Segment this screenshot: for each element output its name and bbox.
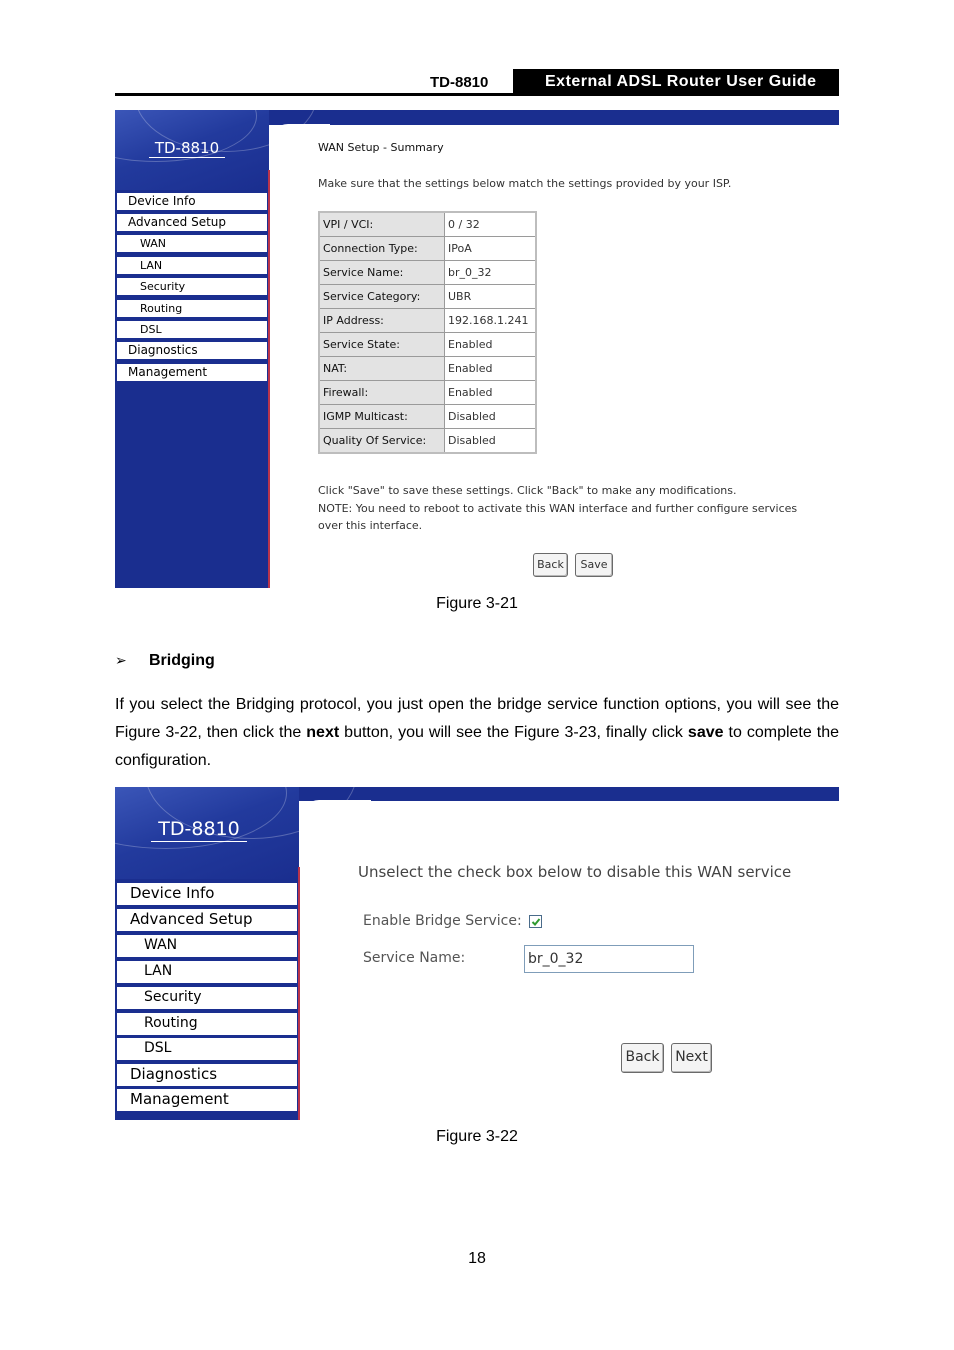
menu-lan[interactable]: LAN [117, 257, 267, 274]
save-note: Click "Save" to save these settings. Click "Back" to make any modifications. [318, 484, 737, 497]
reboot-note: NOTE: You need to reboot to activate this WAN interface and further configure services [318, 502, 798, 515]
summary-key: Service Category: [319, 285, 445, 309]
header-guide-title: External ADSL Router User Guide [513, 69, 839, 94]
figure-3-22-caption: Figure 3-22 [436, 1128, 518, 1145]
menu-lan[interactable]: LAN [117, 961, 297, 983]
summary-key: Quality Of Service: [319, 429, 445, 454]
sidebar [115, 787, 299, 1120]
menu-device-info[interactable]: Device Info [117, 193, 267, 210]
menu-diagnostics[interactable]: Diagnostics [117, 342, 267, 359]
menu-security[interactable]: Security [117, 278, 267, 295]
reboot-note-cont: over this interface. [318, 519, 423, 532]
enable-bridge-checkbox[interactable] [529, 915, 542, 928]
wan-service-heading: Unselect the check box below to disable this WAN service [358, 863, 792, 881]
checkmark-icon [530, 916, 542, 928]
summary-row [319, 237, 536, 261]
summary-key: VPI / VCI: [319, 212, 445, 237]
summary-value: UBR [445, 285, 537, 309]
back-button[interactable]: Back [533, 553, 568, 577]
page-title: WAN Setup - Summary [318, 141, 444, 154]
summary-table [318, 211, 537, 454]
menu-device-info[interactable]: Device Info [117, 883, 297, 905]
menu-advanced-setup[interactable]: Advanced Setup [117, 909, 297, 931]
summary-row [319, 333, 536, 357]
menu-security[interactable]: Security [117, 987, 297, 1009]
menu-dsl[interactable]: DSL [117, 321, 267, 338]
sidebar [115, 110, 269, 588]
enable-bridge-label: Enable Bridge Service: [363, 913, 522, 929]
summary-value: Enabled [445, 357, 537, 381]
menu-wan[interactable]: WAN [117, 935, 297, 957]
menu-wan[interactable]: WAN [117, 235, 267, 252]
summary-row [319, 212, 536, 237]
summary-key: NAT: [319, 357, 445, 381]
service-name-input[interactable] [524, 945, 694, 973]
summary-row [319, 429, 536, 454]
back-button[interactable]: Back [621, 1043, 664, 1073]
header-rule [115, 93, 839, 96]
save-button[interactable]: Save [575, 553, 613, 577]
menu-advanced-setup[interactable]: Advanced Setup [117, 214, 267, 231]
summary-row [319, 285, 536, 309]
summary-value: br_0_32 [445, 261, 537, 285]
intro-text: Make sure that the settings below match the settings provided by your ISP. [318, 177, 732, 190]
summary-key: IGMP Multicast: [319, 405, 445, 429]
figure-3-21-caption: Figure 3-21 [436, 595, 518, 612]
summary-row [319, 261, 536, 285]
menu-management[interactable]: Management [117, 364, 267, 381]
header-model: TD-8810 [430, 74, 489, 91]
figure-3-22-screenshot [115, 787, 839, 1120]
summary-row [319, 309, 536, 333]
sidebar-edge [268, 170, 270, 588]
summary-key: Connection Type: [319, 237, 445, 261]
service-name-label: Service Name: [363, 950, 466, 966]
summary-key: Firewall: [319, 381, 445, 405]
section-title: Bridging [149, 652, 215, 669]
bullet-arrow-icon: ➢ [115, 652, 127, 668]
menu-routing[interactable]: Routing [117, 300, 267, 317]
summary-row [319, 405, 536, 429]
logo: TD-8810 [149, 139, 225, 158]
summary-value: Enabled [445, 381, 537, 405]
summary-key: IP Address: [319, 309, 445, 333]
menu-dsl[interactable]: DSL [117, 1038, 297, 1060]
summary-key: Service State: [319, 333, 445, 357]
summary-value: 192.168.1.241 [445, 309, 537, 333]
sidebar-edge [298, 867, 300, 1120]
summary-value: Enabled [445, 333, 537, 357]
summary-value: 0 / 32 [445, 212, 537, 237]
content-corner [301, 800, 371, 830]
summary-row [319, 357, 536, 381]
page-number: 18 [468, 1250, 486, 1267]
menu-routing[interactable]: Routing [117, 1013, 297, 1035]
summary-value: Disabled [445, 405, 537, 429]
summary-value: Disabled [445, 429, 537, 454]
figure-3-21-screenshot [115, 110, 839, 588]
summary-row [319, 381, 536, 405]
logo: TD-8810 [151, 817, 247, 842]
next-button[interactable]: Next [671, 1043, 712, 1073]
summary-key: Service Name: [319, 261, 445, 285]
menu-diagnostics[interactable]: Diagnostics [117, 1064, 297, 1086]
menu-management[interactable]: Management [117, 1089, 297, 1111]
body-paragraph: If you select the Bridging protocol, you just open the bridge service function options, you will see the Figure 3-22, then click the next button, you will see the Figure 3-23, finally click save to complete the configuration. [115, 696, 839, 769]
summary-value: IPoA [445, 237, 537, 261]
